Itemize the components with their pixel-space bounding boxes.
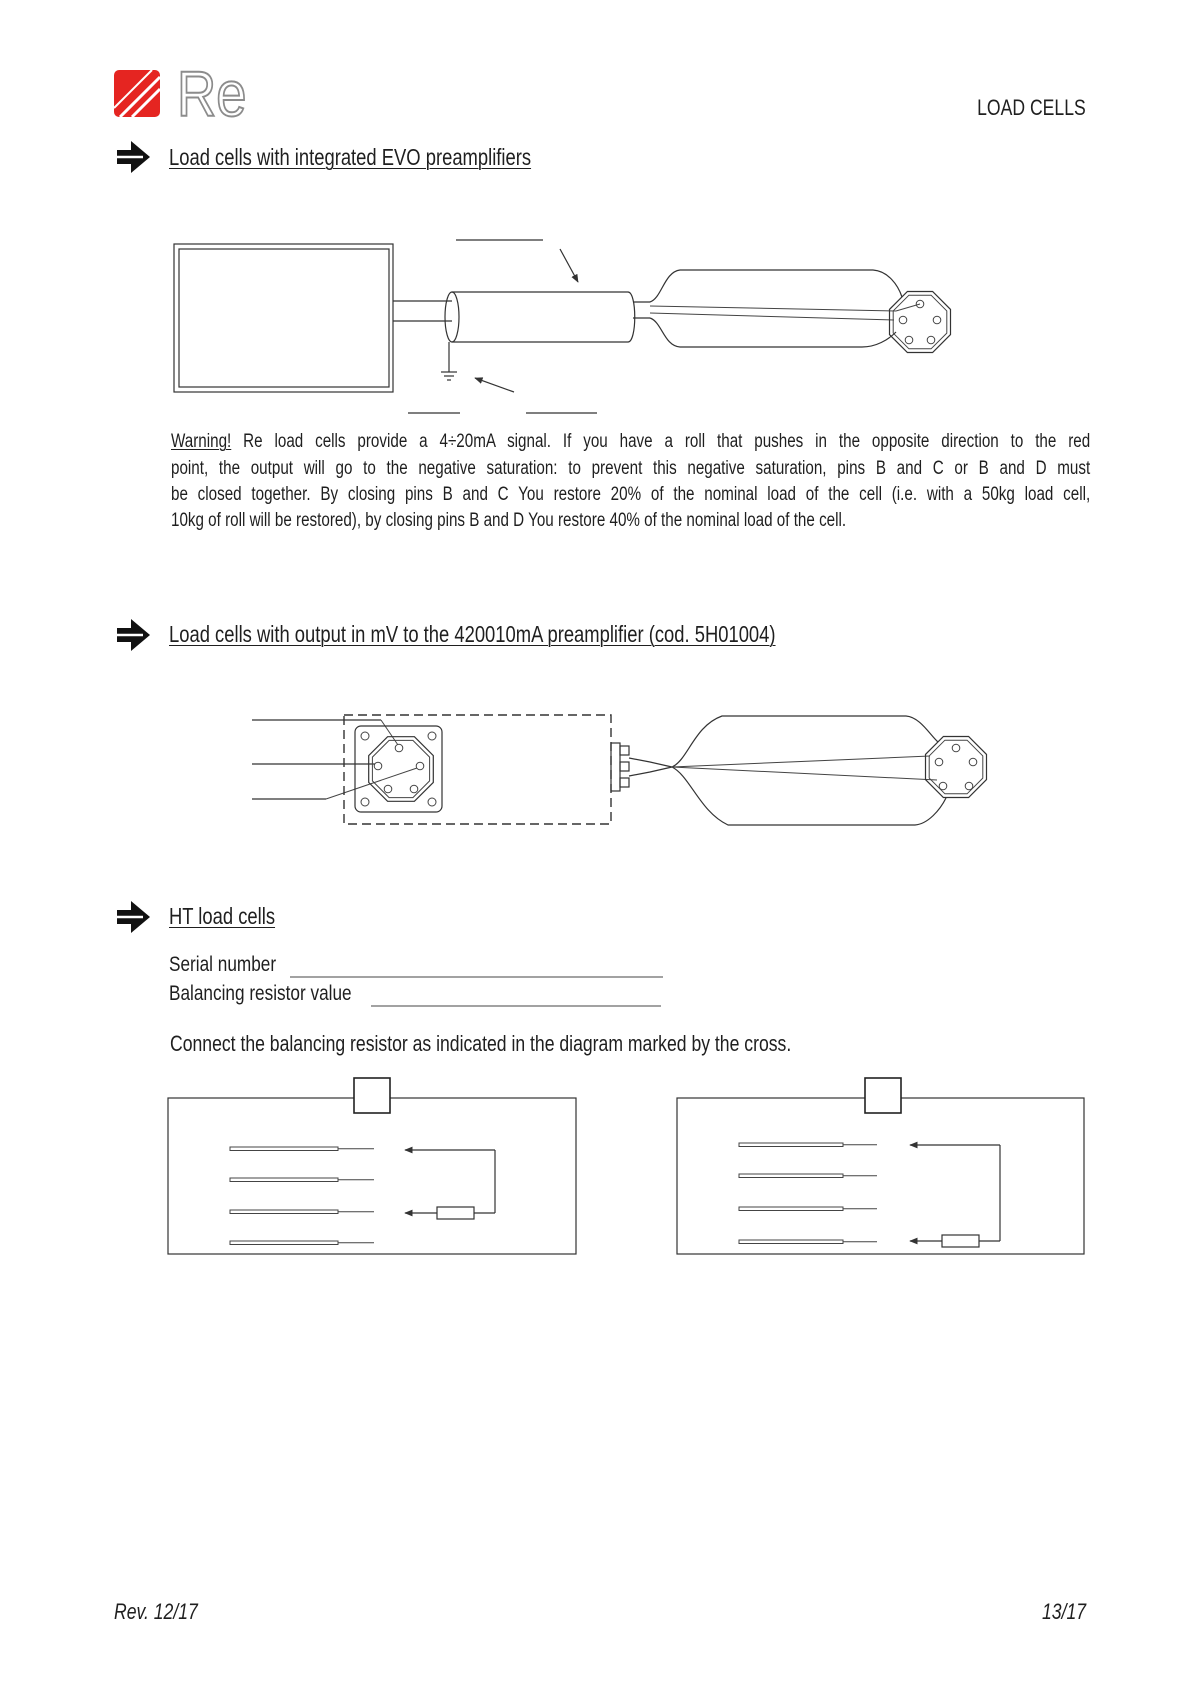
preamplifier-box-inner: [179, 249, 389, 387]
balancing-option-left: [168, 1078, 576, 1254]
option-checkbox: [354, 1078, 390, 1113]
warning-line: 10kg of roll will be restored), by closing pins B and D You restore 40% of the nominal load of the cell.: [171, 510, 847, 531]
cable-gland-tab: [620, 778, 629, 787]
balancing-option-right: [677, 1078, 1084, 1254]
warning-label: Warning!: [171, 431, 232, 452]
wire: [739, 1143, 843, 1147]
callout-arrow: [475, 378, 514, 392]
connector-pin: [939, 782, 947, 790]
option-checkbox: [865, 1078, 901, 1113]
section-heading-ht: HT load cells: [169, 903, 276, 929]
socket-pin: [410, 785, 418, 793]
cable-fanout-lower: [650, 318, 896, 347]
option-frame: [168, 1098, 576, 1254]
balancing-instruction: Connect the balancing resistor as indicated in the diagram marked by the cross.: [170, 1031, 792, 1056]
cable-sheath: [452, 292, 628, 342]
balancing-resistor: [437, 1207, 474, 1219]
warning-line: [171, 429, 1090, 455]
chapter-title: LOAD CELLS: [977, 95, 1086, 120]
wire: [739, 1207, 843, 1211]
wire: [230, 1241, 338, 1245]
socket-pin: [395, 744, 403, 752]
cable-inner-wire: [672, 756, 930, 767]
arrow-bullet-icon: [117, 619, 150, 651]
connector-pin: [969, 758, 977, 766]
cable-fanout-upper: [672, 716, 938, 767]
revision-label: Rev. 12/17: [114, 1599, 198, 1624]
flange-hole: [428, 732, 436, 740]
cable-taper: [629, 758, 672, 776]
option-frame: [677, 1098, 1084, 1254]
mv-wiring-diagram: [252, 715, 987, 825]
arrow-bullet-icon: [117, 141, 150, 173]
callout-arrow: [560, 249, 578, 282]
socket-pin: [384, 785, 392, 793]
cable-gland-body: [611, 743, 620, 791]
cable-fanout-upper: [650, 270, 902, 302]
arrow-bullet-icon: [117, 901, 150, 933]
cable-gland-tab: [620, 746, 629, 755]
connector-pin: [952, 744, 960, 752]
flange-hole: [361, 798, 369, 806]
evo-wiring-diagram: [174, 240, 951, 413]
wire: [230, 1178, 338, 1182]
cable-inner-wire: [650, 306, 896, 311]
wire: [739, 1174, 843, 1178]
re-logo-text: Re: [177, 58, 247, 130]
section-heading-evo: Load cells with integrated EVO preamplifiers: [169, 144, 532, 170]
page-number: 13/17: [1041, 1599, 1086, 1624]
connector-pin: [927, 336, 935, 344]
socket-pin: [416, 762, 424, 770]
cable-gland-tab: [620, 762, 629, 771]
cable-inner-wire: [650, 313, 894, 320]
serial-number-label: Serial number: [169, 952, 277, 976]
connector-pin: [935, 758, 943, 766]
section-heading-mv-output: Load cells with output in mV to the 420010mA preamplifier (cod. 5H01004): [169, 621, 776, 647]
wire: [230, 1210, 338, 1214]
flange-hole: [361, 732, 369, 740]
ground-icon: [441, 372, 457, 380]
cable-fanout-lower: [672, 767, 946, 825]
cable-sheath-right-end: [628, 292, 635, 342]
connector-pin: [933, 316, 941, 324]
cable-sheath-left-end: [445, 292, 459, 342]
re-logo-mark: [114, 70, 160, 117]
wire: [230, 1147, 338, 1151]
connector-pin: [899, 316, 907, 324]
balancing-resistor-label: Balancing resistor value: [169, 981, 352, 1005]
warning-line: point, the output will go to the negative saturation: to prevent this negative saturation, pins B and C or B and D must: [171, 458, 1091, 479]
connector-pin: [965, 782, 973, 790]
balancing-resistor: [942, 1235, 979, 1247]
cable-inner-wire: [672, 767, 937, 780]
warning-line: be closed together. By closing pins B and C You restore 20% of the nominal load of the cell (i.e. with a 50kg load cell,: [171, 484, 1091, 505]
preamplifier-dashed-outline: [344, 715, 611, 824]
input-wire-to-pin: [326, 768, 417, 799]
connector-pin: [905, 336, 913, 344]
warning-text: Re load cells provide a 4÷20mA signal. If you have a roll that pushes in the opposite direction to the red: [243, 431, 1091, 452]
wire: [739, 1240, 843, 1244]
preamplifier-box-outer: [174, 244, 393, 392]
flange-hole: [428, 798, 436, 806]
socket-pin: [374, 762, 382, 770]
